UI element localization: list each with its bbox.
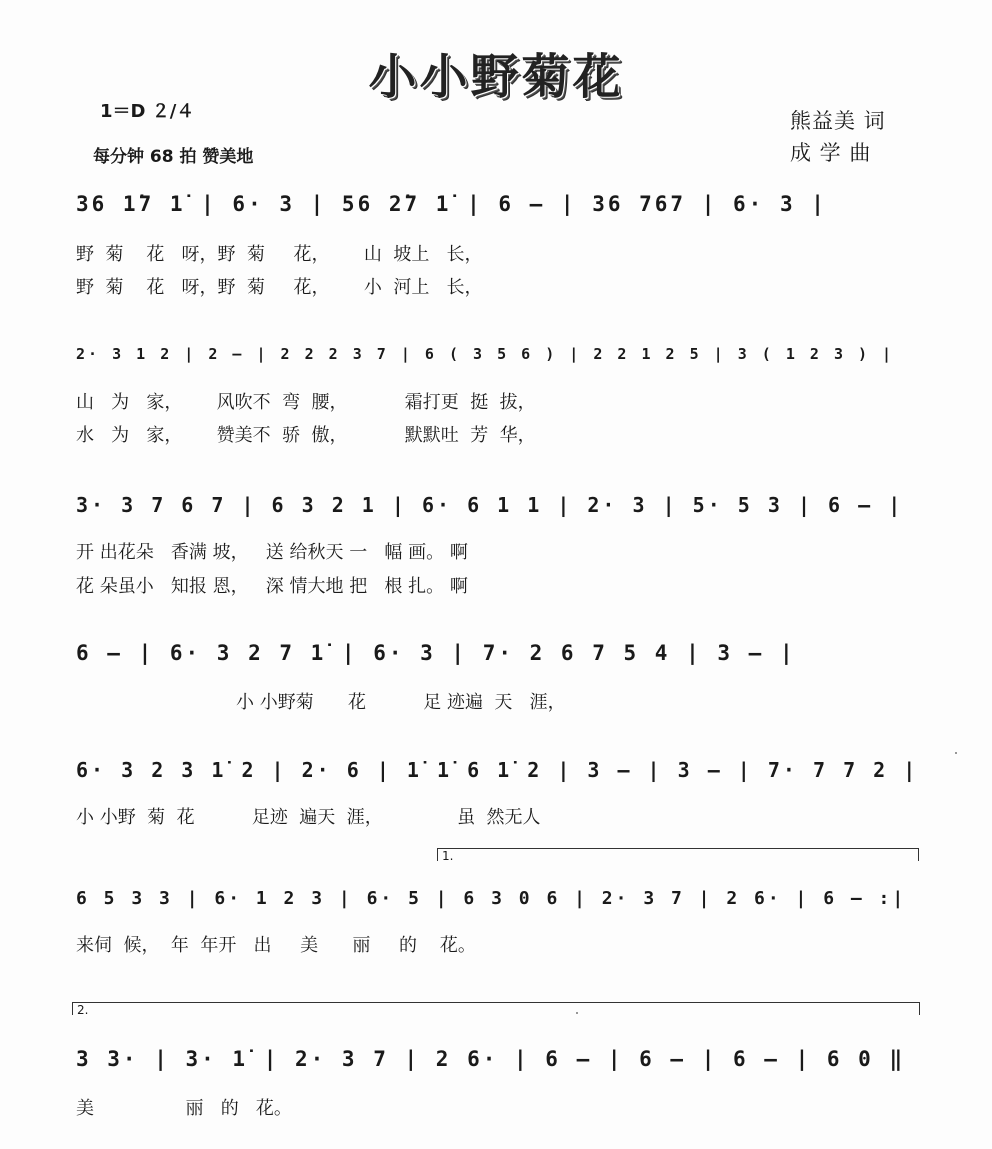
score-row-6-lyric-1: 来伺 候， 年 年开 出 美 丽 的 花。 (76, 935, 476, 956)
score-row-3-lyric-1: 开 出花朵 香满 坡， 送 给秋天 一 幅 画。 啊 (76, 542, 468, 563)
second-ending-label: 2. (77, 1003, 89, 1017)
score-row-4-lyric-1: 小 小野菊 花 足 迹遍 天 涯， (236, 692, 566, 713)
score-row-7-lyric-1: 美 丽 的 花。 (76, 1098, 292, 1119)
score-row-1-notes: 36 1̇7 1̇ | 6· 3 | 56 2̇7 1̇ | 6 — | 36 767 | 6· 3 | (76, 192, 827, 216)
score-row-5-lyric-1: 小 小野 菊 花 足迹 遍天 涯， 虽 然无人 (76, 807, 541, 828)
composer-credit: 成 学 曲 (790, 141, 872, 165)
score-row-1-lyric-2: 野 菊 花 呀，野 菊 花， 小 河上 长， (76, 277, 483, 298)
score-row-4-notes: 6 — | 6· 3 2 7 1̇ | 6· 3 | 7· 2 6 7 5 4 | 3 — | (76, 641, 796, 665)
score-row-7-notes: 3 3· | 3· 1̇ | 2· 3 7 | 2 6· | 6 — | 6 — | 6 — | 6 0 ‖ (76, 1047, 906, 1071)
score-row-3-lyric-2: 花 朵虽小 知报 恩， 深 情大地 把 根 扎。 啊 (76, 576, 468, 597)
scan-speck (955, 752, 957, 754)
key-signature: 1＝D ２/４ (100, 101, 195, 122)
lyricist-credit: 熊益美 词 (790, 109, 886, 133)
song-title: 小小野菊花 (368, 49, 624, 105)
tempo-marking: 每分钟 68 拍 赞美地 (93, 147, 254, 167)
scan-speck (576, 1012, 578, 1014)
score-row-6-notes: 6 5 3 3 | 6· 1 2 3 | 6· 5 | 6 3 0 6 | 2· 3 7 | 2 6· | 6 — :| (76, 887, 907, 909)
score-row-2-lyric-1: 山 为 家， 风吹不 弯 腰， 霜打更 挺 拔， (76, 392, 536, 413)
score-row-5-notes: 6· 3 2 3 1̇ 2 | 2· 6 | 1̇ 1̇ 6 1̇ 2 | 3 — | 3 — | 7· 7 7 2 | (76, 758, 919, 782)
first-ending-label: 1. (442, 849, 454, 863)
score-row-2-lyric-2: 水 为 家， 赞美不 骄 傲， 默默吐 芳 华， (76, 425, 536, 446)
score-row-2-notes: 2· 3 1 2 | 2 — | 2 2 2 3 7 | 6 ( 3 5 6 ) | 2 2 1 2 5 | 3 ( 1 2 3 ) | (76, 345, 895, 363)
second-ending-bracket (72, 1002, 920, 1015)
first-ending-bracket (437, 848, 919, 861)
score-row-3-notes: 3· 3 7 6 7 | 6 3 2 1 | 6· 6 1 1 | 2· 3 | 5· 5 3 | 6 — | (76, 493, 904, 517)
score-row-1-lyric-1: 野 菊 花 呀，野 菊 花， 山 坡上 长， (76, 244, 483, 265)
